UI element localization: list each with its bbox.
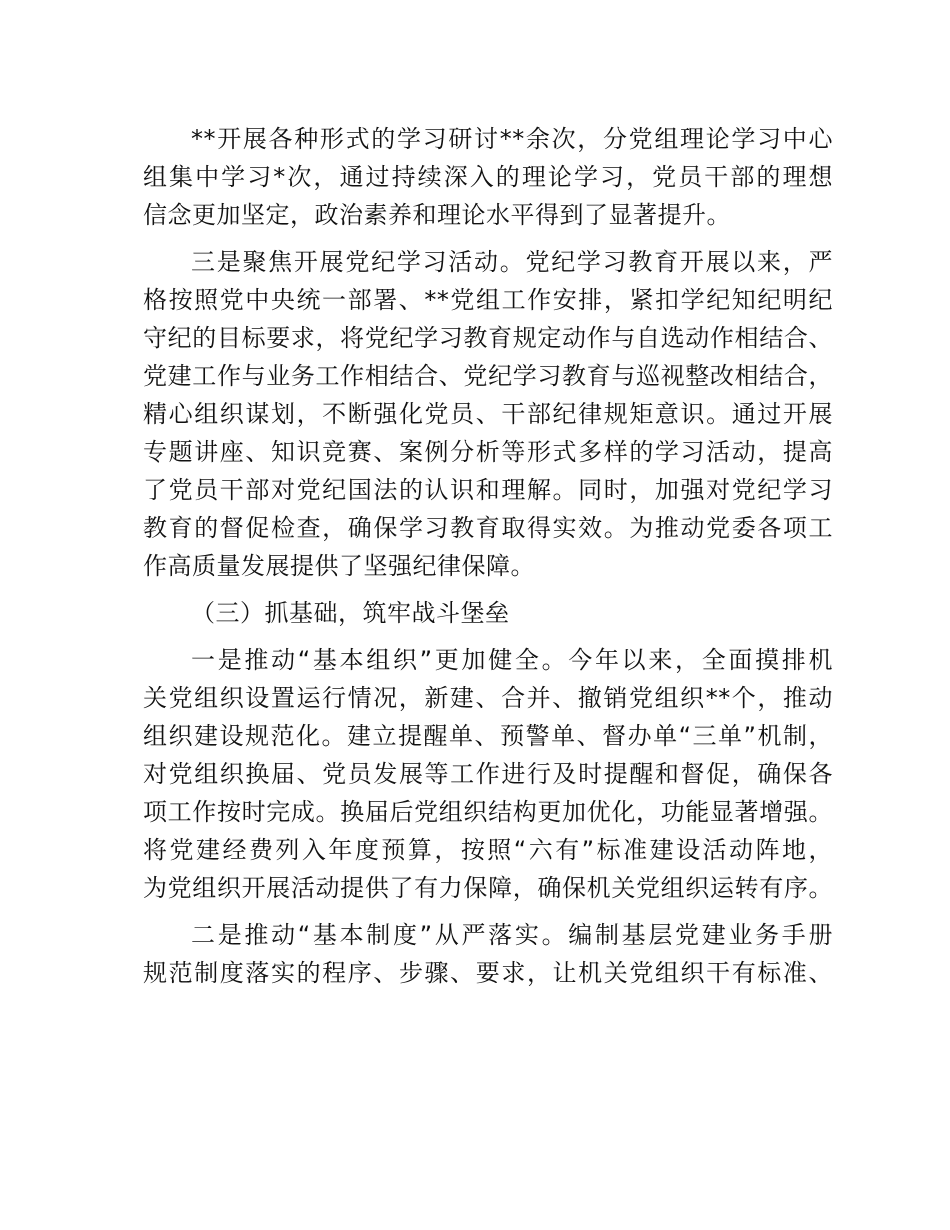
text-line: 一是推动“基本组织”更加健全。今年以来，全面摸排机	[191, 646, 833, 674]
text-line: 项工作按时完成。换届后党组织结构更加优化，功能显著增强。	[143, 798, 833, 826]
text-line: 信念更加坚定，政治素养和理论水平得到了显著提升。	[143, 201, 731, 229]
paragraph-discipline-study	[143, 243, 833, 585]
text-line: 规范制度落实的程序、步骤、要求，让机关党组织干有标准、	[143, 959, 833, 987]
section-heading-text: （三）抓基础，筑牢战斗堡垒	[191, 599, 510, 627]
text-line: 了党员干部对党纪国法的认识和理解。同时，加强对党纪学习	[143, 476, 833, 504]
text-line: 为党组织开展活动提供了有力保障，确保机关党组织运转有序。	[143, 874, 833, 902]
text-line: 将党建经费列入年度预算，按照“六有”标准建设活动阵地，	[143, 836, 833, 864]
paragraph-basic-organization	[143, 641, 833, 907]
paragraph-study-results	[143, 120, 833, 234]
text-line: 三是聚焦开展党纪学习活动。党纪学习教育开展以来，严	[191, 248, 833, 276]
section-heading	[143, 594, 833, 632]
text-line: 作高质量发展提供了坚强纪律保障。	[143, 552, 535, 580]
text-line: 专题讲座、知识竞赛、案例分析等形式多样的学习活动，提高	[143, 438, 833, 466]
text-line: 对党组织换届、党员发展等工作进行及时提醒和督促，确保各	[143, 760, 833, 788]
text-line: 组织建设规范化。建立提醒单、预警单、督办单“三单”机制，	[143, 722, 833, 750]
paragraph-basic-system	[143, 916, 833, 992]
text-line: 教育的督促检查，确保学习教育取得实效。为推动党委各项工	[143, 514, 833, 542]
text-line: 关党组织设置运行情况，新建、合并、撤销党组织**个，推动	[143, 684, 833, 712]
text-line: 格按照党中央统一部署、**党组工作安排，紧扣学纪知纪明纪	[143, 286, 833, 314]
text-line: **开展各种形式的学习研讨**余次，分党组理论学习中心	[191, 125, 833, 153]
document-body	[143, 120, 833, 992]
text-line: 精心组织谋划，不断强化党员、干部纪律规矩意识。通过开展	[143, 400, 833, 428]
text-line: 二是推动“基本制度”从严落实。编制基层党建业务手册	[191, 921, 833, 949]
text-line: 守纪的目标要求，将党纪学习教育规定动作与自选动作相结合、	[143, 324, 833, 352]
text-line: 党建工作与业务工作相结合、党纪学习教育与巡视整改相结合，	[143, 362, 833, 390]
text-line: 组集中学习*次，通过持续深入的理论学习，党员干部的理想	[143, 163, 833, 191]
